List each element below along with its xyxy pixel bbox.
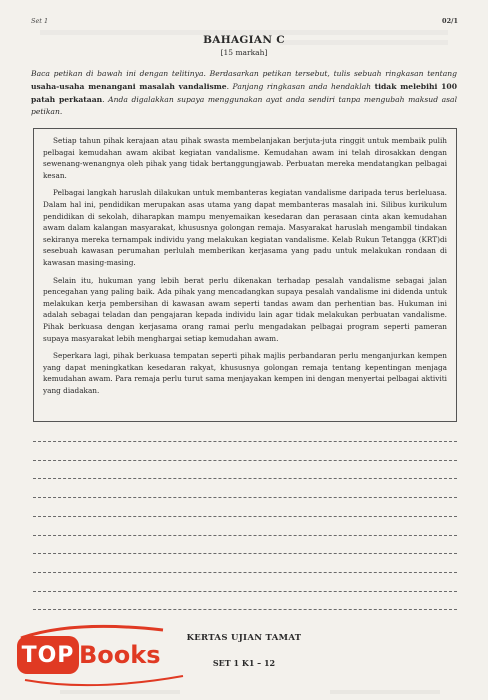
instructions-text: . Anda digalakkan supaya menggunakan ayat anda sendiri tanpa mengubah maksud asal petikan. — [31, 94, 457, 117]
passage-paragraph: Pelbagai langkah haruslah dilakukan untuk membanteras kegiatan vandalisme daripada terus berleluasa. Dalam hal ini, pendidikan merupakan asas utama yang dapat membanteras masalah ini. Silibus kurikulum pendidikan di sekolah, diharapkan mampu menyemaikan kesedaran dan perasaan cinta akan kemudahan awam dalam kalangan masyarakat, khususnya golongan remaja. Masyarakat haruslah mengambil tindakan sekiranya mereka ternampak individu yang melakukan kegiatan vandalisme. Kelab Rukun Tetangga (KRT)di sesebuah kawasan perumahan perlulah memberikan kerjasama yang padu untuk melakukan rondaan di kawasan masing-masing. — [43, 188, 447, 267]
answer-line[interactable] — [33, 609, 457, 610]
answer-line[interactable] — [33, 572, 457, 573]
answer-line[interactable] — [33, 441, 457, 442]
logo-top-text: TOP — [17, 636, 79, 674]
section-marks: [15 markah] — [220, 48, 268, 57]
answer-line[interactable] — [33, 478, 457, 479]
passage-box — [33, 128, 457, 422]
answer-line[interactable] — [33, 591, 457, 592]
logo-books-text: Books — [79, 641, 161, 669]
passage-paragraph: Seperkara lagi, pihak berkuasa tempatan seperti pihak majlis perbandaran perlu menganjurkan kempen yang dapat meningkatkan kesedaran rakyat, khususnya golongan remaja tentang kepentingan menjaga kemudahan awam. Para remaja perlu turut sama menjayakan kempen ini dengan menyertai pelbagai aktiviti yang diadakan. — [43, 351, 447, 395]
passage-paragraph: Setiap tahun pihak kerajaan atau pihak swasta membelanjakan berjuta-juta ringgit untuk membaik pulih pelbagai kemudahan awam akibat kegiatan vandalisme. Kemudahan awam ini telah dirosakkan dengan sewenang-wenangnya oleh pihak yang tidak bertanggungjawab. Perbuatan mereka mendatangkan pelbagai kesan. — [43, 136, 447, 180]
bleed-through-mark — [330, 690, 440, 694]
answer-line[interactable] — [33, 553, 457, 554]
topbooks-logo — [13, 618, 191, 690]
passage-paragraph: Selain itu, hukuman yang lebih berat perlu dikenakan terhadap pesalah vandalisme sebagai jalan pencegahan yang paling baik. Ada pihak yang mencadangkan supaya pesalah vandalisme ini didenda untuk melakukan kerja pembersihan di kawasan awam seperti tandas awam dan perhentian bas. Hukuman ini adalah sebagai teladan dan pengajaran kepada individu lain agar tidak melakukan perbuatan vandalisme. Pihak berkuasa dengan kerjasama orang ramai perlu mengadakan pelbagai program seperti pameran supaya masyarakat lebih menghargai setiap kemudahan awam. — [43, 275, 447, 343]
end-of-paper-label: KERTAS UJIAN TAMAT — [186, 633, 302, 643]
instructions-bold-topic: usaha-usaha menangani masalah vandalisme — [31, 81, 227, 91]
answer-line[interactable] — [33, 460, 457, 461]
instructions-text: Baca petikan di bawah ini dengan telitinya. Berdasarkan petikan tersebut, tulis sebuah ringkasan tentang — [31, 69, 457, 78]
instructions-bold-limit: tidak melebihi 100 patah perkataan — [31, 81, 457, 104]
answer-line[interactable] — [33, 535, 457, 536]
paper-code: 02/1 — [442, 17, 458, 25]
bleed-through-mark — [60, 690, 180, 694]
answer-line[interactable] — [33, 497, 457, 498]
set-label: Set 1 — [31, 17, 49, 25]
instructions — [31, 68, 457, 119]
instructions-text: . Panjang ringkasan anda hendaklah — [226, 81, 375, 91]
section-title: BAHAGIAN C — [203, 34, 285, 46]
answer-line[interactable] — [33, 516, 457, 517]
set-page-label: SET 1 K1 – 12 — [212, 658, 276, 668]
